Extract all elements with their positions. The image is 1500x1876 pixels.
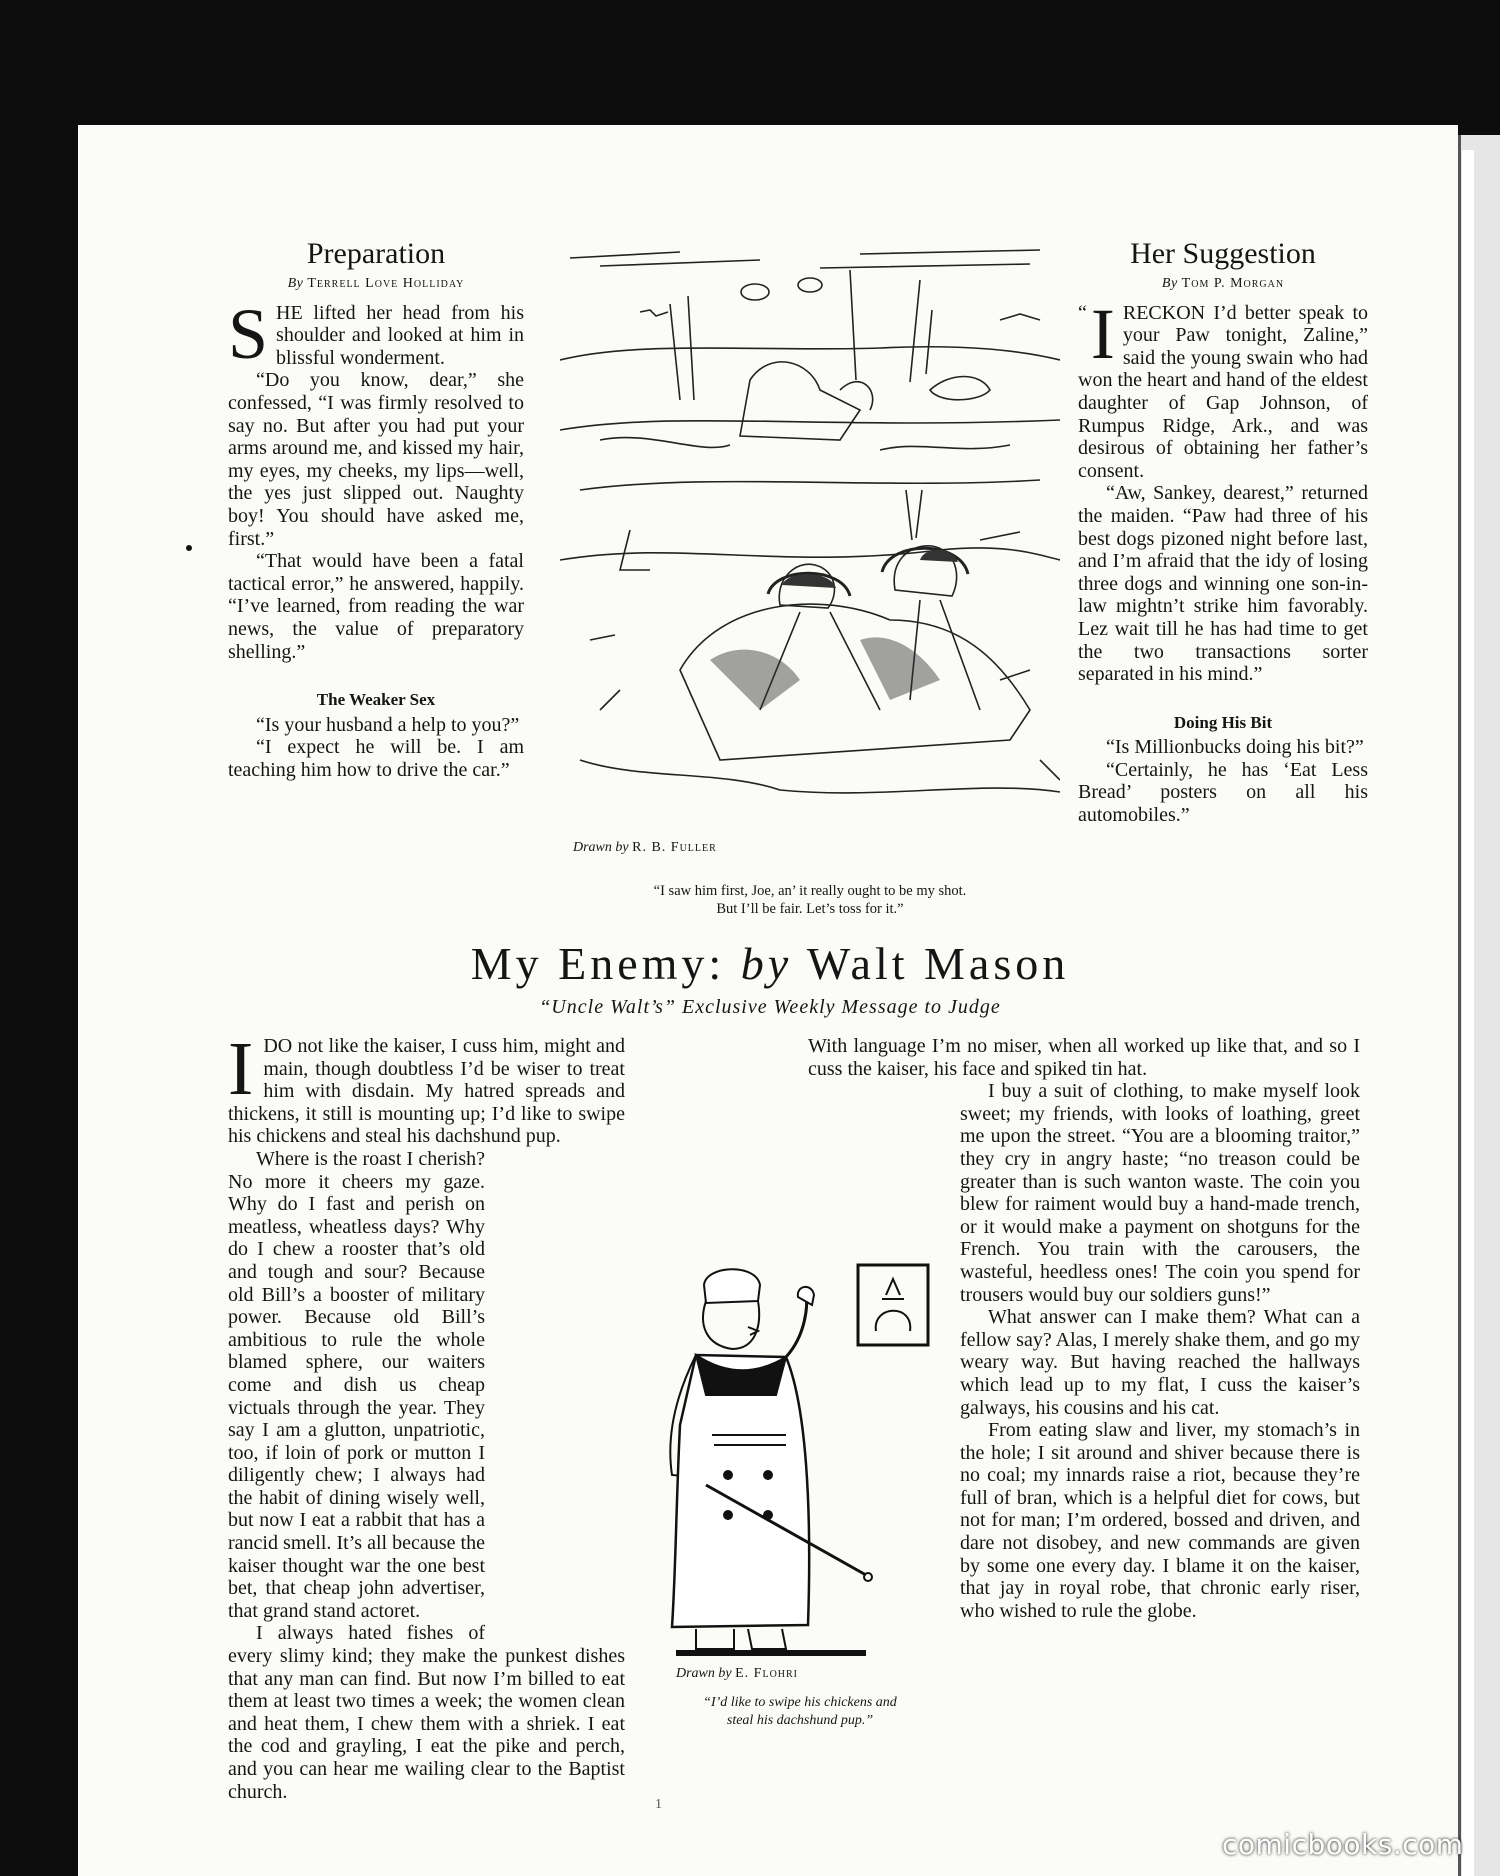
my-enemy-paragraph-5: I buy a suit of clothing, to make myself look sweet; my friends, with looks of loathing, greet me upon the street. “You are a blooming traitor,” they cry in angry haste; “no treason could be greater than is such wanton waste. The coin you blew for raiment would buy a hand-made trench, or it would make a payment on shotguns for the French. You train with the carousers, the wasteful, heedless ones! The coin you spend for trousers would buy our soldiers guns!” bbox=[960, 1080, 1360, 1306]
watermark: comicbooks.com bbox=[1222, 1828, 1464, 1861]
her-suggestion-byline: By Tom P. Morgan bbox=[1161, 276, 1285, 291]
her-suggestion-paragraph-2: “Aw, Sankey, dearest,” returned the maiden. “Paw had three of his best dogs pizoned night before last, and I’m afraid that the idy of losing three dogs and winning one son-in-law mightn’t strike him favorably. Lez wait till he has had time to get the two transactions sorter separated in his mind.” bbox=[1078, 482, 1368, 686]
my-enemy-title: My Enemy: by Walt Mason bbox=[470, 938, 1070, 989]
doing-his-bit-title: Doing His Bit bbox=[1173, 712, 1273, 732]
facing-page-edge bbox=[1462, 150, 1474, 1876]
preparation-byline: By Terrell Love Holliday bbox=[287, 276, 465, 291]
dropcap: I bbox=[1090, 293, 1115, 374]
dropcap: I bbox=[228, 1027, 254, 1111]
my-enemy-paragraph-2: Where is the roast I cherish? No more it cheers my gaze. Why do I fast and perish on meatless, wheatless days? Why do I chew a rooster that’s old and tough and sour? Because old Bill’s a booster of military power. Because old Bill’s ambitious to rule the whole blamed sphere, our waiters come and dish us cheap victuals through the year. They say I am a glutton, unpatriotic, too, if loin of pork or mutton I diligently chew; I always had the habit of dining wisely well, but now I eat a rabbit that has a rancid smell. It’s all because the kaiser thought war the one best bet, that cheap john advertiser, that grand stand actoret. bbox=[228, 1147, 485, 1622]
ink-blot bbox=[186, 545, 192, 551]
preparation-paragraph-3: “That would have been a fatal tactical error,” he answered, happily. “I’ve learned, from reading the war news, the value of preparatory shelling.” bbox=[228, 550, 524, 663]
preparation-paragraph-1: SHE lifted her head from his shoulder and looked at him in blissful wonderment. bbox=[228, 293, 524, 374]
my-enemy-subtitle: “Uncle Walt’s” Exclusive Weekly Message to Judge bbox=[539, 996, 1001, 1018]
my-enemy-column-1 bbox=[228, 1027, 625, 1803]
my-enemy-paragraph-4: With language I’m no miser, when all worked up like that, and so I cuss the kaiser, his face and spiked tin hat. bbox=[808, 1035, 1360, 1080]
preparation-title: Preparation bbox=[306, 237, 446, 270]
preparation-paragraph-2: “Do you know, dear,” she confessed, “I was firmly resolved to say no. But after you had put your arms around me, and kissed my hair, my eyes, my cheeks, my lips—well, the yes just slipped out. Naughty boy! You should have asked me, first.” bbox=[228, 369, 524, 550]
preparation-column bbox=[228, 237, 524, 781]
bottom-illustration-caption: “I’d like to swipe his chickens and steal his dachshund pup.” bbox=[703, 1695, 897, 1728]
man-in-overcoat-illustration bbox=[636, 1245, 956, 1665]
my-enemy-paragraph-7: From eating slaw and liver, my stomach’s in the hole; I sit around and shiver because there is no coal; my innards raise a riot, because they’re full of bran, which is a helpful diet for cows, but not for man; I’m ordered, bossed and driven, and dare not disobey, and new commands are given by some one every day. I blame it on the kaiser, that jay in royal robe, that chronic early riser, who wished to rule the globe. bbox=[960, 1419, 1360, 1622]
top-illustration-credit: Drawn by R. B. Fuller bbox=[573, 840, 717, 855]
page-mark: 1 bbox=[655, 1797, 662, 1812]
her-suggestion-paragraph-1: “ I RECKON I’d better speak to your Paw tonight, Zaline,” said the young swain who had won the heart and hand of the eldest daughter of Gap Johnson, of Rumpus Ridge, Ark., and was desirous of obtaining her father’s consent. bbox=[1078, 293, 1368, 482]
my-enemy-paragraph-3: I always hated fishes of every slimy kind; they make the punkest dishes that any man can find. But now I’m billed to eat them at least two times a week; the women clean and heat them, I chew them with a shriek. I eat the cod and grayling, I eat the pike and perch, and you can hear me wailing clear to the Baptist church. bbox=[228, 1622, 625, 1803]
dropcap: S bbox=[228, 293, 269, 374]
doing-his-bit-paragraph-2: “Certainly, he has ‘Eat Less Bread’ posters on all his automobiles.” bbox=[1078, 758, 1368, 827]
weaker-sex-paragraph-1: “Is your husband a help to you?” bbox=[256, 713, 520, 736]
weaker-sex-paragraph-2: “I expect he will be. I am teaching him how to drive the car.” bbox=[228, 736, 524, 781]
trench-soldiers-illustration bbox=[560, 240, 1060, 810]
her-suggestion-column bbox=[1078, 237, 1368, 827]
her-suggestion-title: Her Suggestion bbox=[1130, 237, 1316, 270]
weaker-sex-title: The Weaker Sex bbox=[316, 690, 436, 710]
my-enemy-paragraph-1: IDO not like the kaiser, I cuss him, might and main, though doubtless I’d be wiser to treat him with disdain. My hatred spreads and thickens, it still is mounting up; I’d like to swipe his chickens and steal his dachshund pup. bbox=[228, 1027, 625, 1148]
doing-his-bit-paragraph-1: “Is Millionbucks doing his bit?” bbox=[1106, 736, 1364, 759]
top-illustration-caption: “I saw him first, Joe, an’ it really ought to be my shot. But I’ll be fair. Let’s toss for it.” bbox=[653, 883, 967, 917]
my-enemy-paragraph-6: What answer can I make them? What can a fellow say? Alas, I merely shake them, and go my weary way. But having reached the hallways which lead up to my flat, I cuss the kaiser’s galways, his cousins and his cat. bbox=[960, 1306, 1360, 1419]
bottom-illustration-credit: Drawn by E. Flohri bbox=[676, 1666, 799, 1681]
